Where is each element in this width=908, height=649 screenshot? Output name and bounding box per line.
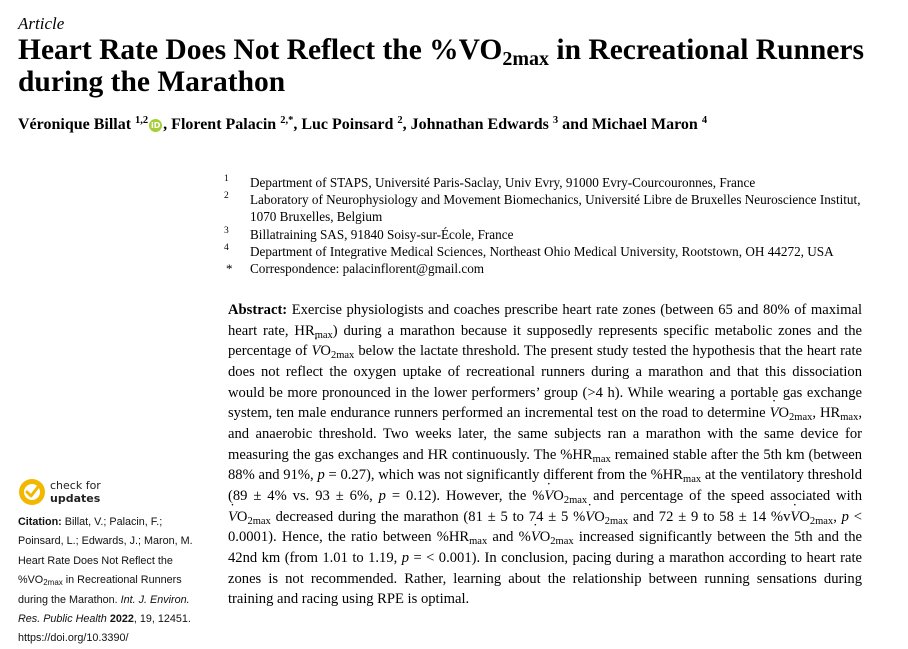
abstract (228, 300, 862, 610)
citation: Citation: Billat, V.; Palacin, F.; Poinsard, L.; Edwards, J.; Maron, M. Heart Rate Does Not Reflect the $\%VO_{2max}$ in Recreational Runners during the Marathon. Int. J. Environ. Res. Public Health 2022, 19, 12451. https://doi.org/10.3390/ (18, 516, 193, 645)
abstract-text: Abstract: Exercise physiologists and coaches prescribe heart rate zones (between 65 and 80% of maximal heart rate, $HR_{max}$) during a marathon because it supposedly represents specific metabolic zones and the percentage of ˙ $VO_{2max}$ below the lactate threshold. The present study tested the hypothesis that the heart rate does not reflect the oxygen uptake of recreational runners during a marathon and that this dissociation would be more pronounced in the lower performers’ group (>4 h). While wearing a portable gas exchange system, ten male endurance runners performed an incremental test on the road to determine ˙ $VO_{2max}$, $HR_{max}$, and anaerobic threshold. Two weeks later, the same subjects ran a marathon with the same device for measuring the gas exchanges and HR continuously. The $\%HR_{max}$ remained stable after the 5th km (between 88% and 91%, p = 0.27), which was not significantly different from the $\%HR_{max}$ at the ventilatory threshold (89 ± 4% vs. 93 ± 6%, p = 0.12). However, the %˙ $VO_{2max}$ and percentage of the speed associated with ˙ $VO_{2max}$ decreased during the marathon (81 ± 5 to 74 ± 5 %˙ $VO_{2max}$ and 72 ± 9 to 58 ± 14 %v˙ $VO_{2max}$, p < 0.0001). Hence, the ratio between $\%HR_{max}$ and %˙ $VO_{2max}$ increased significantly between the 5th and the 42nd km (from 1.01 to 1.19, p = < 0.001). In conclusion, pacing during a marathon according to heart rate zones is not recommended. Rather, learning about the relationship between running sensations during training and racing using RPE is optimal. (228, 300, 862, 610)
affiliation-item: 1 Department of STAPS, Université Paris-Saclay, Univ Evry, 91000 Evry-Courcouronnes, France (224, 174, 756, 190)
check-for-updates-badge[interactable] (18, 478, 138, 508)
affiliation-item: 3 Billatraining SAS, 91840 Soisy-sur-École, France (224, 225, 514, 242)
journal-name: Int. J. Environ. Res. Public Health (18, 593, 190, 626)
affiliation-item: 2 Laboratory of Neurophysiology and Movement Biomechanics, Université Libre de Bruxelles Neuroscience Institut, 1070 Bruxelles, Belgium (224, 191, 861, 225)
check-badge-icon (18, 478, 46, 506)
author-name[interactable]: Florent Palacin (171, 116, 277, 133)
badge-line2: updates (50, 492, 101, 505)
correspondence[interactable]: * Correspondence: palacinflorent@gmail.com (226, 261, 485, 277)
author-name[interactable]: Michael Maron (591, 116, 698, 133)
affiliation-item: 4 Department of Integrative Medical Sciences, Northeast Ohio Medical University, Rootstown, OH 44272, USA (224, 242, 834, 259)
abstract-label: Abstract: (228, 302, 288, 318)
paper-title: Heart Rate Does Not Reflect the $\%VO_{2max}$ in Recreational Runners during the Marathon (18, 34, 864, 98)
article-type: Article (18, 14, 65, 33)
author-name[interactable]: Véronique Billat (18, 116, 132, 133)
doi-link[interactable]: https://doi.org/10.3390/ (18, 632, 129, 645)
affiliations (224, 174, 884, 277)
citation-label: Citation: (18, 516, 62, 528)
author-name[interactable]: Johnathan Edwards (410, 116, 549, 133)
author-name[interactable]: Luc Poinsard (301, 116, 394, 133)
author-list: Véronique Billat $^{1,2}$ iD , Florent Palacin $^{2,*}$, Luc Poinsard $^2$, Johnathan Edwards $^3$ and Michael Maron $^4$ (18, 115, 708, 133)
badge-line1: check for (50, 479, 101, 492)
orcid-icon[interactable]: iD (150, 121, 161, 130)
